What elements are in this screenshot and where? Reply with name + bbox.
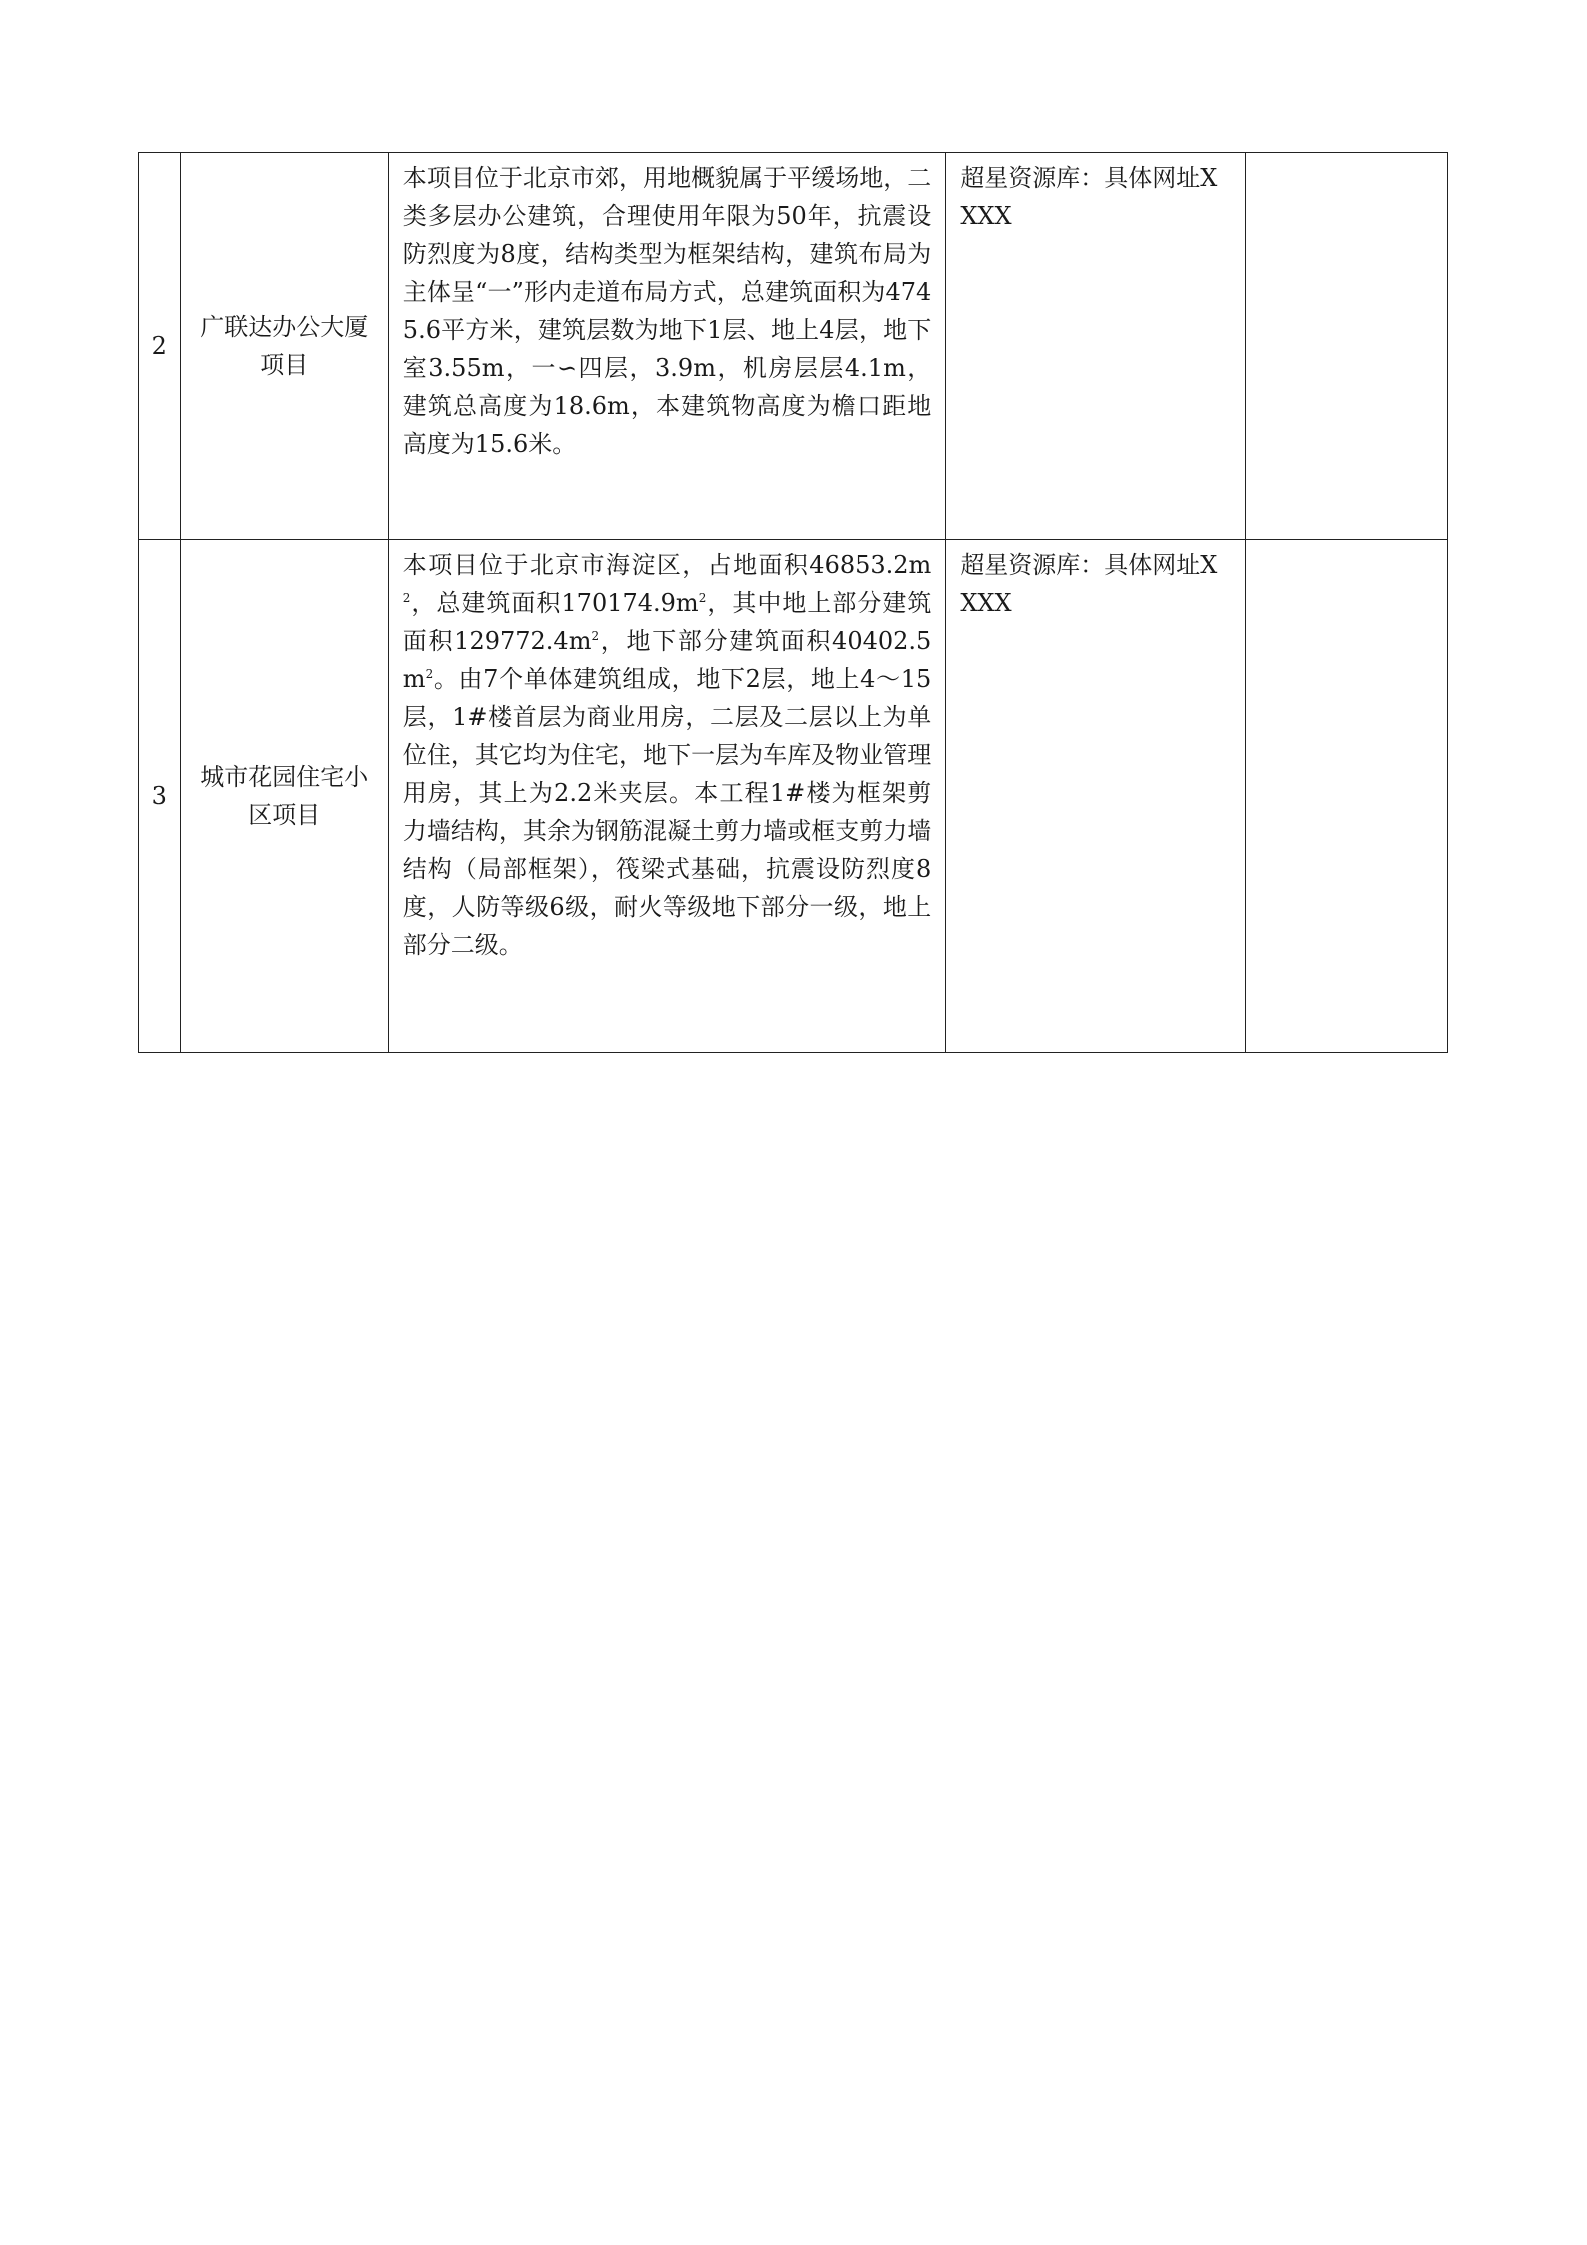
area-unit-superscript: 2: [402, 591, 411, 605]
area-unit-superscript: 2: [425, 667, 434, 681]
table-row: [139, 540, 1448, 1053]
description-text: 。由7个单体建筑组成，地下2层，地上4～15层，1#楼首层为商业用房，二层及二层以上为单位住，其它均为住宅，地下一层为车库及物业管理用房，其上为2.2米夹层。本工程1#楼为框架剪力墙结构，其余为钢筋混凝土剪力墙或框支剪力墙结构（局部框架），筏梁式基础，抗震设防烈度8度，人防等级6级，耐火等级地下部分一级，地上部分二级。: [402, 665, 932, 959]
resource-source: 超星资源库：具体网址XXXX: [946, 153, 1246, 540]
project-name: 广联达办公大厦项目: [180, 153, 388, 540]
project-name: 城市花园住宅小区项目: [180, 540, 388, 1053]
project-description: [388, 540, 946, 1053]
description-text: ，总建筑面积170174.9m: [410, 589, 699, 617]
area-unit-superscript: 2: [698, 591, 707, 605]
resource-source: 超星资源库：具体网址XXXX: [946, 540, 1246, 1053]
table-row: [139, 153, 1448, 540]
project-description: 本项目位于北京市郊，用地概貌属于平缓场地，二类多层办公建筑，合理使用年限为50年，抗震设防烈度为8度，结构类型为框架结构，建筑布局为主体呈“一”形内走道布局方式，总建筑面积为4745.6平方米，建筑层数为地下1层、地上4层，地下室3.55m，一∽四层，3.9m，机房层层4.1m，建筑总高度为18.6m，本建筑物高度为檐口距地高度为15.6米。: [388, 153, 946, 540]
empty-cell: [1245, 540, 1447, 1053]
description-text: ，地下部分建筑面积40402.5m: [402, 627, 932, 693]
description-text: ，其中地上部分建筑面积129772.4m: [402, 589, 932, 655]
row-number: 3: [139, 540, 181, 1053]
area-unit-superscript: 2: [591, 629, 600, 643]
description-text: 本项目位于北京市海淀区，占地面积46853.2m: [402, 551, 932, 579]
project-table: [138, 152, 1448, 1053]
empty-cell: [1245, 153, 1447, 540]
row-number: 2: [139, 153, 181, 540]
